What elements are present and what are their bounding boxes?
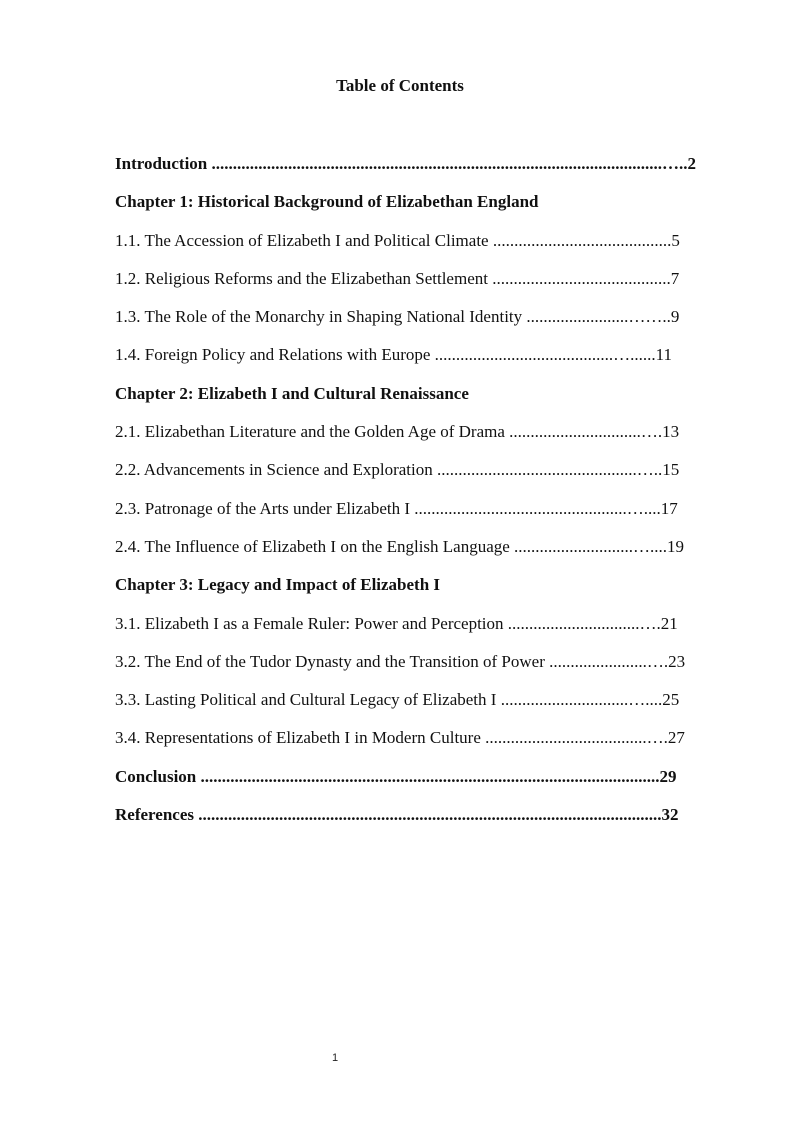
toc-entry [115, 420, 743, 458]
toc-entry [115, 765, 743, 803]
toc-entry [115, 803, 743, 841]
toc-entry [115, 229, 743, 267]
toc-chapter-heading [115, 190, 743, 228]
page-number: 1 [331, 1052, 339, 1064]
toc-entry-text: References .............................................................................................................32 [115, 805, 679, 825]
toc-entry-text: 3.3. Lasting Political and Cultural Legacy of Elizabeth I ..............................…....25 [115, 690, 680, 710]
toc-entry [115, 458, 743, 496]
toc-entry-text: 3.4. Representations of Elizabeth I in Modern Culture ......................................….27 [115, 728, 685, 748]
toc-entry-text: Introduction ..........................................................................................................…..2 [115, 154, 697, 173]
toc-entry-text: Chapter 2: Elizabeth I and Cultural Renaissance [115, 383, 469, 403]
toc-entry [115, 650, 743, 688]
toc-title: Table of Contents [336, 76, 464, 95]
toc-entry-text: Conclusion ............................................................................................................29 [115, 766, 677, 786]
toc-entry-text: 2.2. Advancements in Science and Exploration ...............................................…..15 [115, 460, 680, 480]
toc-entry-text: 1.4. Foreign Policy and Relations with Europe ..........................................…......11 [115, 345, 673, 365]
toc-entry [115, 726, 743, 764]
toc-chapter-heading [115, 573, 743, 611]
toc-entry [115, 343, 743, 381]
toc-entry-text: 2.1. Elizabethan Literature and the Golden Age of Drama ...............................….13 [115, 422, 680, 442]
toc-entry-text: 1.3. The Role of the Monarchy in Shaping National Identity ........................……..9 [115, 307, 680, 327]
toc-chapter-heading [115, 382, 743, 420]
toc-entry-text: 2.4. The Influence of Elizabeth I on the English Language ............................…....19 [115, 536, 685, 556]
toc-entry [115, 535, 743, 573]
toc-entry-text: Chapter 1: Historical Background of Elizabethan England [115, 192, 539, 212]
toc-list [115, 152, 743, 841]
toc-entry [115, 152, 743, 190]
toc-entry [115, 688, 743, 726]
toc-entry-text: 3.2. The End of the Tudor Dynasty and the Transition of Power .......................….23 [115, 651, 686, 671]
toc-entry [115, 305, 743, 343]
toc-entry-text: 1.2. Religious Reforms and the Elizabethan Settlement ..........................................7 [115, 268, 680, 288]
toc-entry-text: 1.1. The Accession of Elizabeth I and Political Climate ..........................................5 [115, 230, 680, 250]
toc-entry-text: 2.3. Patronage of the Arts under Elizabeth I ..................................................…....17 [115, 498, 678, 518]
toc-entry [115, 612, 743, 650]
toc-entry-text: 3.1. Elizabeth I as a Female Ruler: Power and Perception ...............................….21 [115, 613, 678, 633]
toc-entry-text: Chapter 3: Legacy and Impact of Elizabeth I [115, 575, 441, 595]
toc-entry [115, 267, 743, 305]
toc-entry [115, 497, 743, 535]
